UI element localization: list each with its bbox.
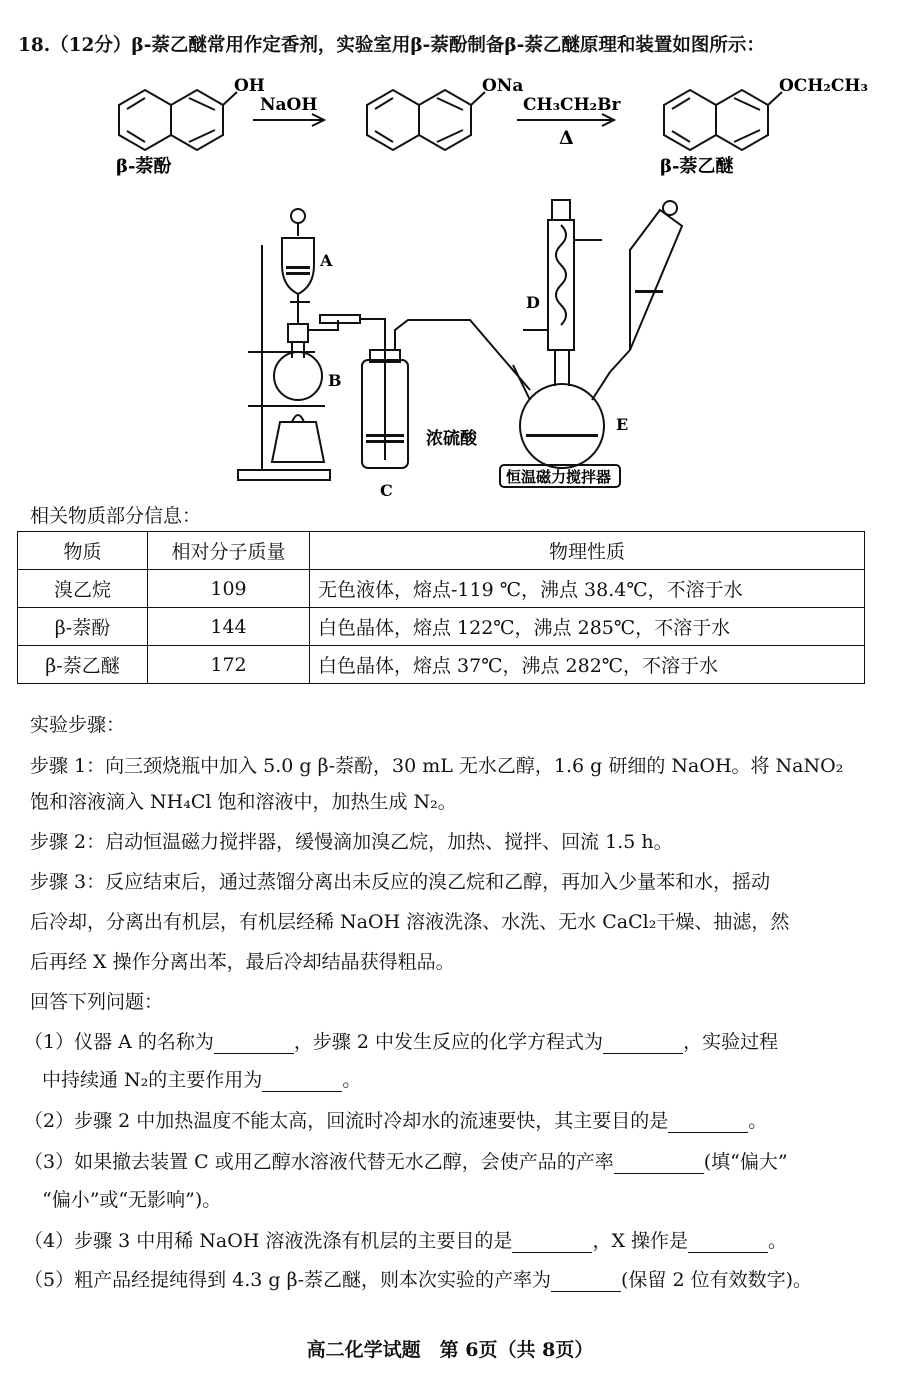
substituent-oh: OH	[234, 76, 265, 96]
table-row	[18, 570, 865, 608]
substance-cell: β-萘乙醚	[18, 646, 148, 684]
substituent-ona: ONa	[482, 76, 524, 96]
heat-symbol: Δ	[559, 127, 574, 149]
step1-line2: 饱和溶液滴入 NH₄Cl 饱和溶液中，加热生成 N₂。	[30, 791, 457, 813]
answer-blank[interactable]	[603, 1035, 683, 1054]
answer-blank[interactable]	[688, 1234, 768, 1253]
answer-blank[interactable]	[614, 1155, 704, 1174]
name-naphthyl-ether: β-萘乙醚	[660, 156, 734, 177]
page-footer: 高二化学试题 第 6页（共 8页）	[306, 1339, 594, 1361]
properties-cell: 无色液体，熔点-119 ℃，沸点 38.4℃，不溶于水	[310, 570, 865, 608]
table-row	[18, 608, 865, 646]
answer-blank[interactable]	[214, 1035, 294, 1054]
apparatus-diagram	[230, 190, 700, 505]
stirrer-label: 恒温磁力搅拌器	[506, 468, 612, 486]
label-b: B	[328, 371, 342, 390]
acid-label: 浓硫酸	[426, 429, 477, 449]
question-1-line1: （1）仪器 A 的名称为 ，步骤 2 中发生反应的化学方程式为 ，实验过程	[24, 1031, 779, 1053]
col-header-substance: 物质	[18, 532, 148, 570]
table-header-row	[18, 532, 865, 570]
question-header: 18.（12分）β-萘乙醚常用作定香剂，实验室用β-萘酚制备β-萘乙醚原理和装置如图所示：	[18, 35, 765, 56]
step3-line3: 后再经 X 操作分离出苯，最后冷却结晶获得粗品。	[30, 951, 455, 973]
answer-blank[interactable]	[512, 1234, 592, 1253]
question-2: （2）步骤 2 中加热温度不能太高，回流时冷却水的流速要快，其主要目的是 。	[24, 1110, 768, 1132]
answer-blank[interactable]	[262, 1073, 342, 1092]
table-row	[18, 646, 865, 684]
table-caption: 相关物质部分信息：	[30, 505, 202, 527]
properties-table	[17, 531, 865, 684]
step2-line: 步骤 2：启动恒温磁力搅拌器，缓慢滴加溴乙烷，加热、搅拌、回流 1.5 h。	[30, 831, 673, 853]
answer-blank[interactable]	[551, 1273, 621, 1292]
name-naphthol: β-萘酚	[116, 156, 172, 177]
step1-line1: 步骤 1：向三颈烧瓶中加入 5.0 g β-萘酚，30 mL 无水乙醇，1.6 g 研细的 NaOH。将 NaNO₂	[30, 755, 844, 777]
step3-line1: 步骤 3：反应结束后，通过蒸馏分离出未反应的溴乙烷和乙醇，再加入少量苯和水，摇动	[30, 871, 771, 893]
label-d: D	[526, 293, 540, 312]
label-c: C	[380, 481, 393, 500]
substance-cell: β-萘酚	[18, 608, 148, 646]
substituent-oet: OCH₂CH₃	[779, 76, 868, 96]
reaction-scheme	[0, 62, 900, 182]
label-e: E	[616, 415, 629, 434]
properties-cell: 白色晶体，熔点 122℃，沸点 285℃，不溶于水	[310, 608, 865, 646]
substance-cell: 溴乙烷	[18, 570, 148, 608]
steps-title: 实验步骤：	[30, 714, 126, 736]
question-3-line1: （3）如果撤去装置 C 或用乙醇水溶液代替无水乙醇，会使产品的产率 (填“偏大”	[24, 1151, 788, 1173]
questions-title: 回答下列问题：	[30, 991, 164, 1013]
molar-mass-cell: 172	[148, 646, 310, 684]
label-a: A	[320, 251, 333, 270]
question-4: （4）步骤 3 中用稀 NaOH 溶液洗涤有机层的主要目的是 ，X 操作是 。	[24, 1230, 788, 1252]
naphthyl-ether-structure	[664, 90, 782, 150]
molar-mass-cell: 144	[148, 608, 310, 646]
answer-blank[interactable]	[668, 1114, 748, 1133]
col-header-properties: 物理性质	[310, 532, 865, 570]
reagent-ethyl-bromide: CH₃CH₂Br	[523, 95, 621, 115]
properties-cell: 白色晶体，熔点 37℃，沸点 282℃，不溶于水	[310, 646, 865, 684]
step3-line2: 后冷却，分离出有机层，有机层经稀 NaOH 溶液洗涤、水洗、无水 CaCl₂干燥、抽滤，然	[30, 911, 790, 933]
molar-mass-cell: 109	[148, 570, 310, 608]
question-5: （5）粗产品经提纯得到 4.3 g β-萘乙醚，则本次实验的产率为 (保留 2 位有效数字)。	[24, 1269, 812, 1291]
reagent-naoh: NaOH	[260, 95, 318, 115]
naphthol-structure	[119, 90, 237, 150]
question-1-line2: 中持续通 N₂的主要作用为 。	[42, 1069, 362, 1091]
question-3-line2: “偏小”或“无影响”)。	[42, 1189, 222, 1211]
sodium-naphthoxide-structure	[367, 90, 485, 150]
col-header-molar-mass: 相对分子质量	[148, 532, 310, 570]
